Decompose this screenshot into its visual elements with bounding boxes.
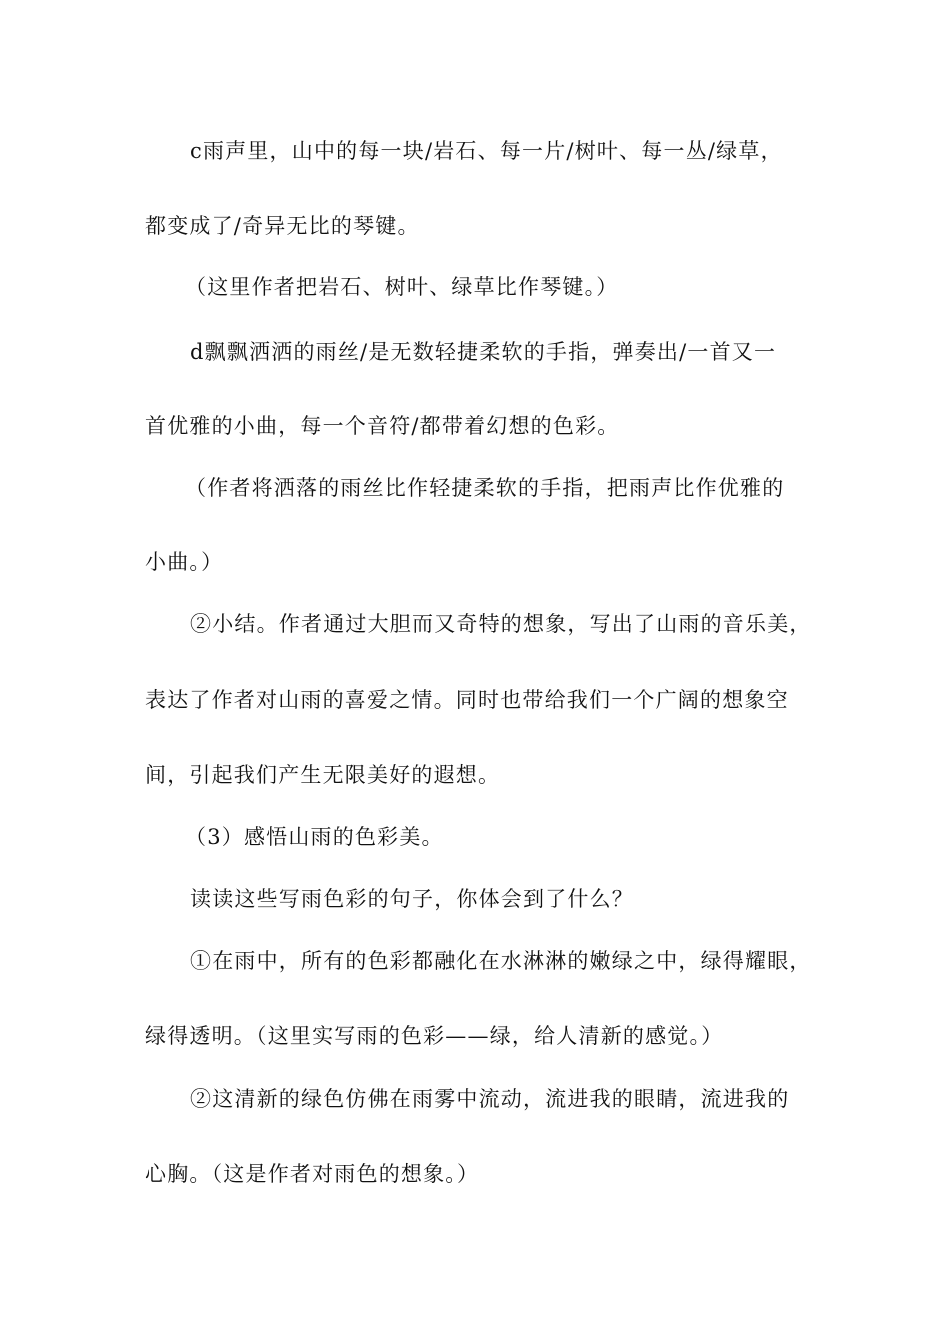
paragraph-line: 心胸。（这是作者对雨色的想象。） <box>145 1162 480 1186</box>
paragraph-line: 间，引起我们产生无限美好的遐想。 <box>145 763 501 787</box>
paragraph-line: ①在雨中，所有的色彩都融化在水淋淋的嫩绿之中，绿得耀眼， <box>190 949 812 973</box>
annotation-line: 小曲。） <box>145 550 224 574</box>
annotation-line: （这里作者把岩石、树叶、绿草比作琴键。） <box>185 275 619 299</box>
paragraph-line: ②这清新的绿色仿佛在雨雾中流动，流进我的眼睛，流进我的 <box>190 1087 790 1111</box>
paragraph-line: d飘飘洒洒的雨丝/是无数轻捷柔软的手指，弹奏出/一首又一 <box>190 340 777 364</box>
paragraph-line: 首优雅的小曲，每一个音符/都带着幻想的色彩。 <box>145 414 620 438</box>
paragraph-line: 绿得透明。（这里实写雨的色彩——绿，给人清新的感觉。） <box>145 1024 724 1048</box>
paragraph-line: 读读这些写雨色彩的句子，你体会到了什么？ <box>190 887 634 911</box>
paragraph-line: 都变成了/奇异无比的琴键。 <box>145 214 420 238</box>
paragraph-line: ②小结。作者通过大胆而又奇特的想象，写出了山雨的音乐美， <box>190 612 812 636</box>
annotation-line: （作者将洒落的雨丝比作轻捷柔软的手指，把雨声比作优雅的 <box>185 476 785 500</box>
section-heading: （3）感悟山雨的色彩美。 <box>185 825 444 849</box>
paragraph-line: c雨声里，山中的每一块/岩石、每一片/树叶、每一丛/绿草， <box>190 139 783 163</box>
paragraph-line: 表达了作者对山雨的喜爱之情。同时也带给我们一个广阔的想象空 <box>145 688 789 712</box>
